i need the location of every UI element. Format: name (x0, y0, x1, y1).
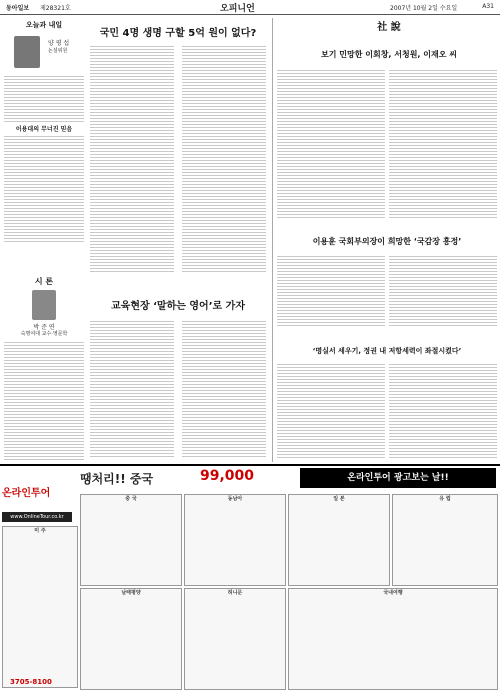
issue-number: 제28321호 (40, 5, 71, 12)
ad-cell-1: 중 국 (80, 494, 182, 586)
ad-banner: 땡처리!! 중국 (80, 472, 154, 486)
editorial-body-1a (277, 68, 385, 218)
advertisement (0, 464, 500, 693)
ad-cell-5: 미 주 (2, 526, 78, 688)
ad-cell-2: 동남아 (184, 494, 286, 586)
ad-logo (2, 470, 72, 510)
paper-name: 동아일보 (6, 5, 30, 12)
author-photo (32, 290, 56, 320)
column-headline: 이용대의 무너진 믿음 (15, 126, 73, 133)
ad-cell-8: 국내여행 (288, 588, 498, 690)
article-body-col2 (182, 44, 266, 274)
section-title: 오피니언 (220, 4, 255, 14)
page-header (0, 0, 500, 15)
column-body (4, 74, 84, 122)
ad-price: 99,000 (200, 468, 255, 484)
article-body-col1 (90, 44, 174, 274)
article-2 (90, 285, 266, 460)
page-number: A31 (482, 3, 494, 10)
article-body-col2 (182, 319, 266, 459)
editorial-section: 社 說 (377, 22, 401, 33)
editorial-body-2a (277, 254, 385, 328)
column-body (4, 340, 84, 460)
ad-slogan: 온라인투어 광고보는 날!! (300, 468, 496, 488)
ad-cell-7: 허니문 (184, 588, 286, 690)
author-photo (14, 36, 40, 68)
editorial-body-1b (389, 68, 497, 218)
author-name: 박 준 연 (33, 324, 55, 331)
ad-brand: 온라인투어 (2, 488, 51, 499)
ad-cell-4: 유 럽 (392, 494, 498, 586)
ad-cell-6: 남태평양 (80, 588, 182, 690)
column-section: 시 론 (34, 277, 54, 286)
date: 2007년 10월 2일 수요일 (390, 5, 458, 12)
author-name: 양 평 섭 (48, 40, 70, 47)
editorial-body-3a (277, 362, 385, 458)
editorial-body-2b (389, 254, 497, 328)
editorial-headline-1: 보기 민망한 이회창, 서청원, 이재오 씨 (321, 50, 457, 59)
column-today-tomorrow (4, 18, 84, 244)
author-title: 숙명여대 교수·영문학 (20, 331, 68, 337)
column-section: 오늘과 내일 (25, 21, 63, 29)
article-1 (90, 18, 266, 278)
column-body-2 (4, 134, 84, 242)
article-headline: 국민 4명 생명 구할 5억 원이 없다? (99, 28, 257, 39)
article-body-col1 (90, 319, 174, 459)
column-sironn (4, 276, 84, 462)
editorial (272, 18, 500, 462)
ad-url: www.OnlineTour.co.kr (2, 512, 72, 522)
author-title: 논설위원 (48, 48, 68, 54)
editorial-headline-2: 이용훈 국회부의장이 희망한 ‘국감장 흥정’ (312, 237, 462, 246)
editorial-headline-3: ‘명실서 세우기, 정권 내 저항세력이 좌절시켰다’ (312, 347, 462, 355)
article-headline: 교육현장 ‘말하는 영어’로 가자 (111, 301, 245, 312)
ad-phone: 3705-8100 (10, 678, 52, 686)
editorial-body-3b (389, 362, 497, 458)
ad-cell-3: 일 본 (288, 494, 390, 586)
